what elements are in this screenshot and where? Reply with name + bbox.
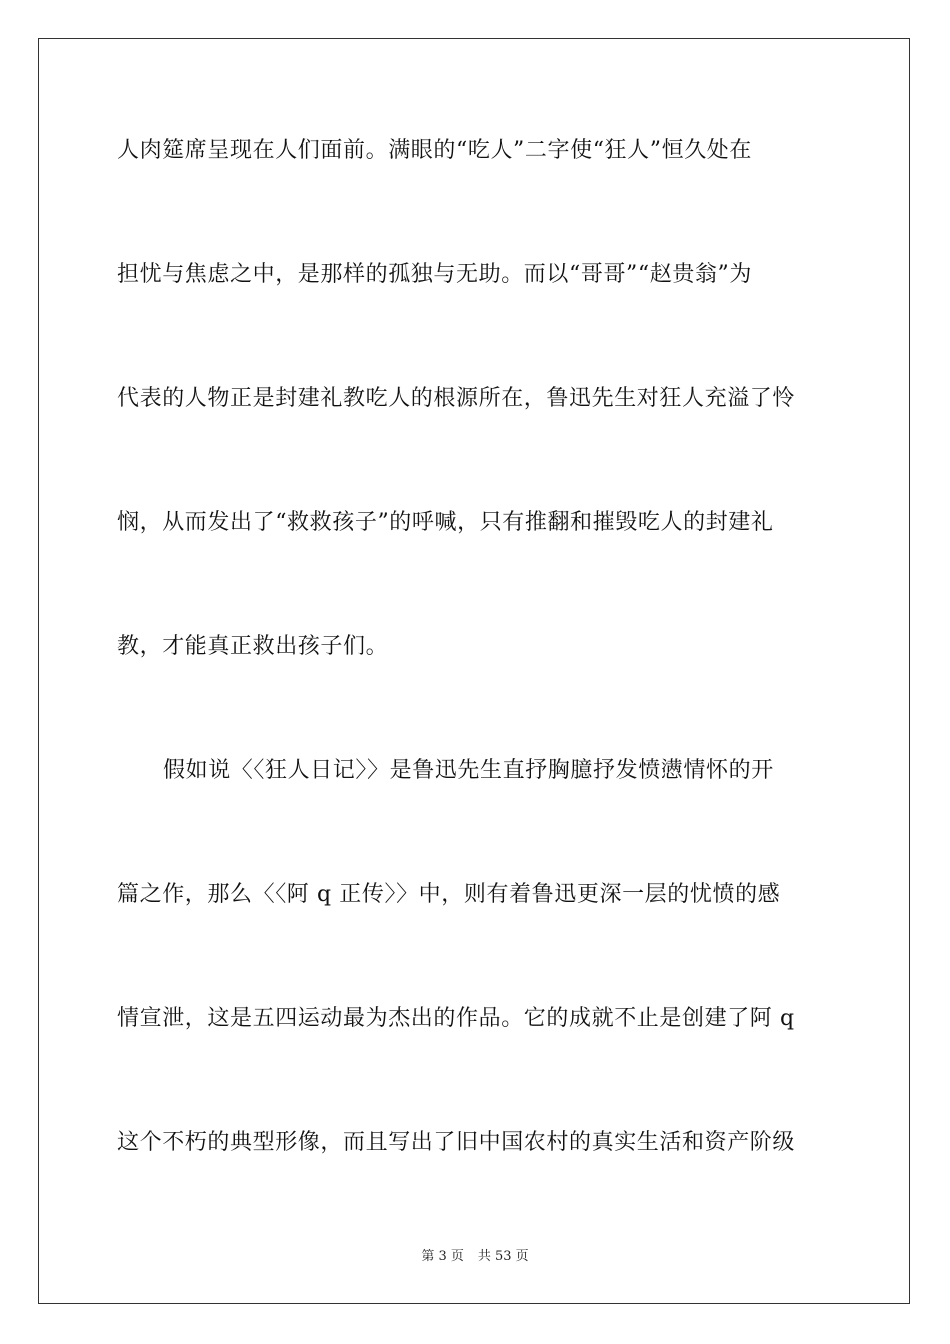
page-border [38,38,910,1304]
text-line-9: 这个不朽的典型形像，而且写出了旧中国农村的真实生活和资产阶级 [117,1130,796,1155]
text-line-5: 教，才能真正救出孩子们。 [117,634,389,659]
page-footer [0,1248,950,1266]
text-line-1: 人肉筵席呈现在人们面前。满眼的“吃人”二字使“狂人”恒久处在 [117,138,752,163]
page-number: 第 3 页 [421,1249,464,1264]
text-line-7: 篇之作，那么〈〈阿 q 正传〉〉中，则有着鲁迅更深一层的忧愤的感 [117,882,781,907]
text-line-4: 悯，从而发出了“救救孩子”的呼喊，只有推翻和摧毁吃人的封建礼 [117,510,774,535]
text-line-8: 情宣泄，这是五四运动最为杰出的作品。它的成就不止是创建了阿 q [117,1006,795,1031]
text-line-3: 代表的人物正是封建礼教吃人的根源所在，鲁迅先生对狂人充溢了怜 [117,386,796,411]
text-line-2: 担忧与焦虑之中，是那样的孤独与无助。而以“哥哥”“赵贵翁”为 [117,262,752,287]
paragraph-start-line: 假如说〈〈狂人日记〉〉是鲁迅先生直抒胸臆抒发愤懑情怀的开 [163,758,774,783]
total-pages: 共 53 页 [477,1249,529,1264]
